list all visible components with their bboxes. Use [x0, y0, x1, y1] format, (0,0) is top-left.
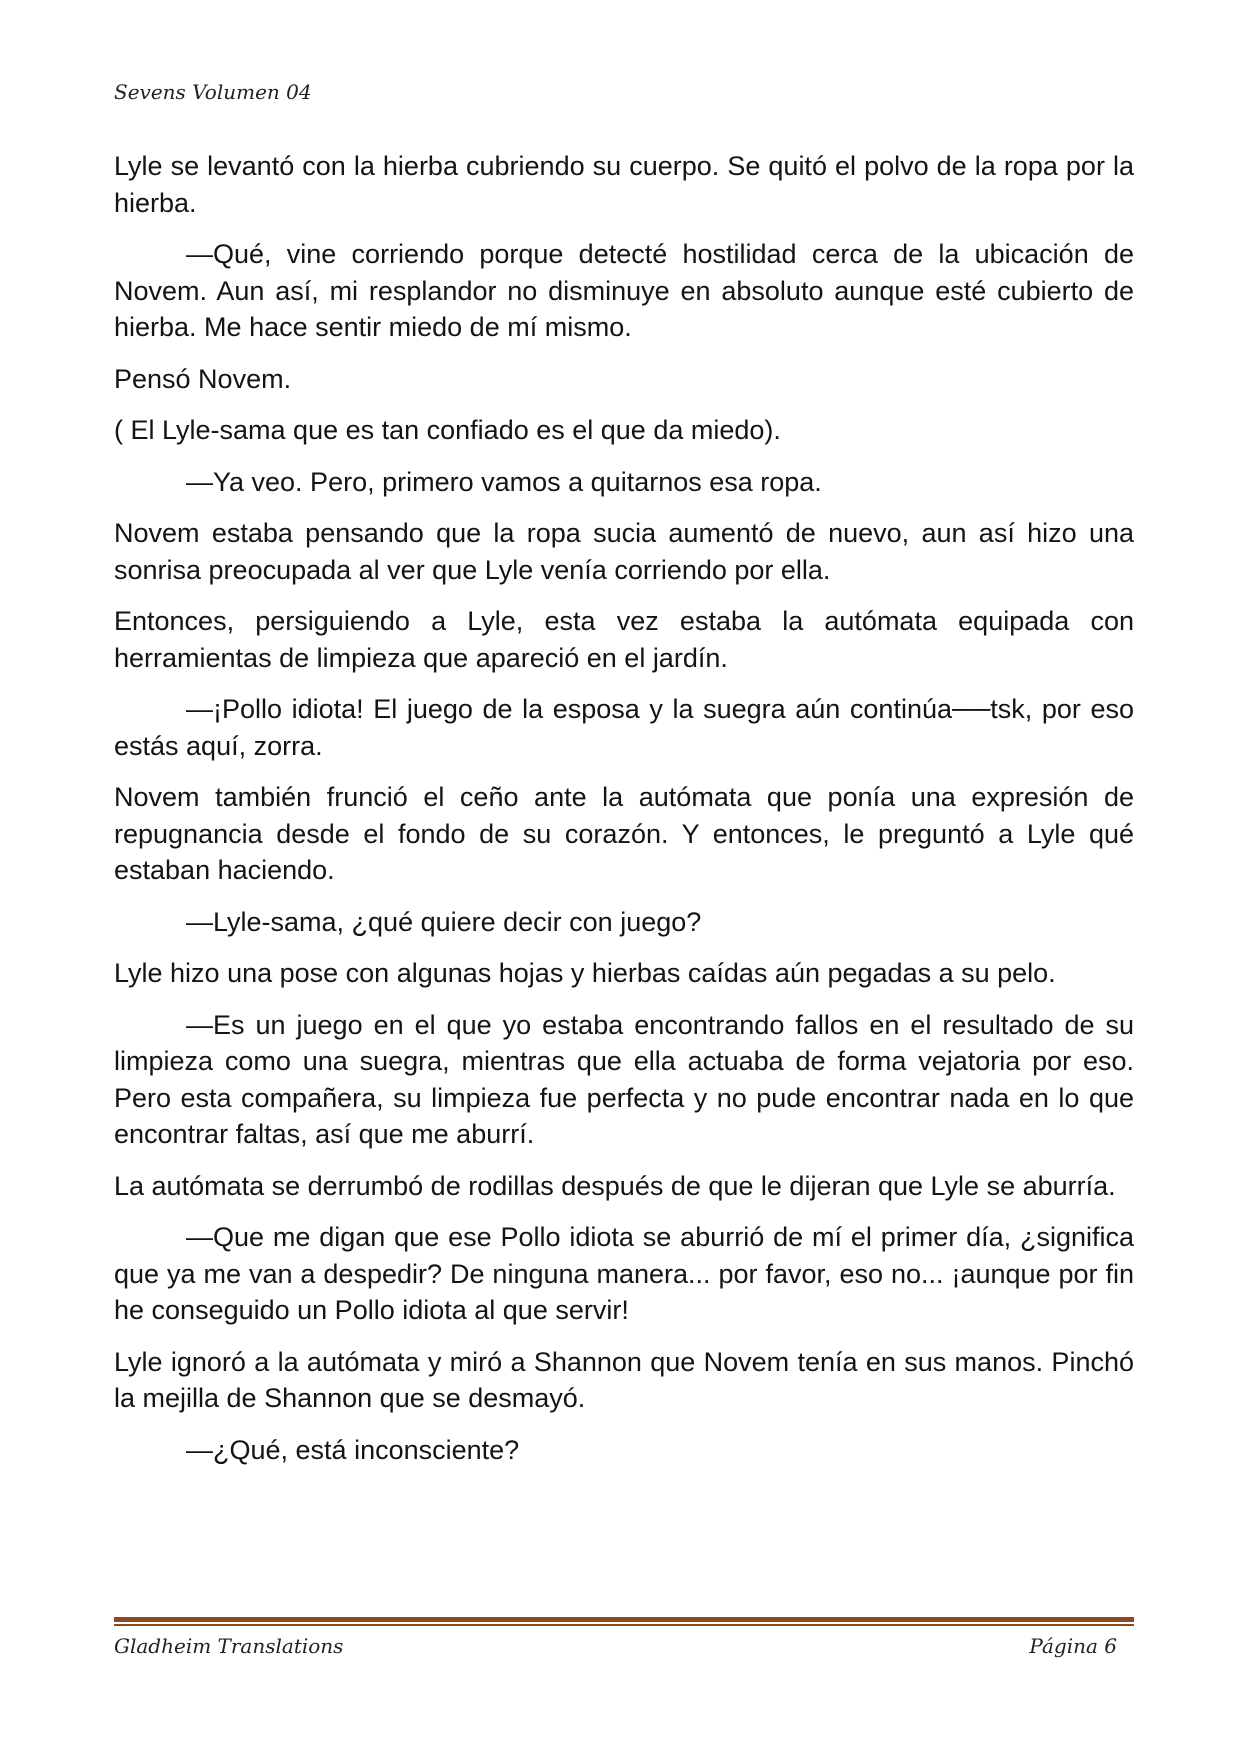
paragraph-10: —Lyle-sama, ¿qué quiere decir con juego?	[186, 906, 702, 937]
paragraph-12: —Es un juego en el que yo estaba encontrando fallos en el resultado de su limpieza como una suegra, mientras que ella actuaba de forma vejatoria por eso. Pero esta compañera, su limpieza fue perfecta y no pude encontrar nada en lo que encontrar faltas, así que me aburrí.	[114, 1009, 1134, 1149]
page-number: Página 6	[1029, 1634, 1117, 1658]
paragraph-5: —Ya veo. Pero, primero vamos a quitarnos esa ropa.	[186, 466, 822, 497]
paragraph-1: Lyle se levantó con la hierba cubriendo su cuerpo. Se quitó el polvo de la ropa por la hierba.	[114, 151, 1134, 218]
running-header: Sevens Volumen 04	[114, 80, 312, 104]
paragraph-4: ( El Lyle-sama que es tan confiado es el que da miedo).	[114, 415, 781, 445]
paragraph-2: —Qué, vine corriendo porque detecté hostilidad cerca de la ubicación de Novem. Aun así, mi resplandor no disminuye en absoluto aunque esté cubierto de hierba. Me hace sentir miedo de mí mismo.	[114, 239, 1134, 342]
paragraph-3: Pensó Novem.	[114, 363, 292, 394]
paragraph-15: Lyle ignoró a la autómata y miró a Shannon que Novem tenía en sus manos. Pinchó la mejilla de Shannon que se desmayó.	[114, 1346, 1134, 1413]
paragraph-13: La autómata se derrumbó de rodillas después de que le dijeran que Lyle se aburría.	[114, 1170, 1116, 1201]
footer-publisher: Gladheim Translations	[114, 1634, 344, 1658]
paragraph-8: —¡Pollo idiota! El juego de la esposa y la suegra aún continúa──tsk, por eso estás aquí, zorra.	[114, 694, 1134, 761]
paragraph-14: —Que me digan que ese Pollo idiota se aburrió de mí el primer día, ¿significa que ya me van a despedir? De ninguna manera... por favor, eso no... ¡aunque por fin he conseguido un Pollo idiota al que servir!	[114, 1222, 1134, 1325]
paragraph-9: Novem también frunció el ceño ante la autómata que ponía una expresión de repugnancia desde el fondo de su corazón. Y entonces, le preguntó a Lyle qué estaban haciendo.	[114, 782, 1134, 885]
paragraph-7: Entonces, persiguiendo a Lyle, esta vez estaba la autómata equipada con herramientas de limpieza que apareció en el jardín.	[114, 606, 1134, 673]
page-body	[114, 148, 1134, 1483]
footer-divider-thick	[114, 1617, 1134, 1622]
paragraph-6: Novem estaba pensando que la ropa sucia aumentó de nuevo, aun así hizo una sonrisa preocupada al ver que Lyle venía corriendo por ella.	[114, 518, 1134, 585]
paragraph-11: Lyle hizo una pose con algunas hojas y hierbas caídas aún pegadas a su pelo.	[114, 958, 1056, 988]
footer-divider-thin	[114, 1624, 1134, 1626]
paragraph-16: —¿Qué, está inconsciente?	[186, 1434, 520, 1465]
